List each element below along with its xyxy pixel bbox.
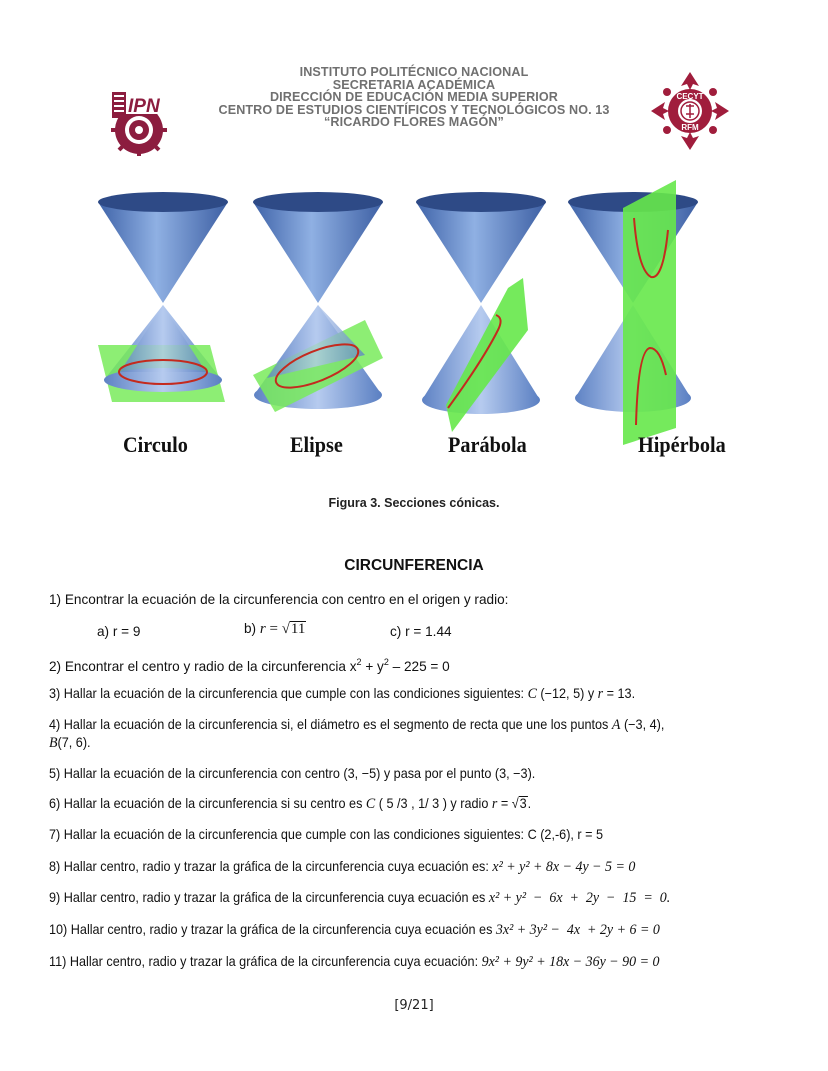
equation-11: 9x² + 9y² + 18x − 36y − 90 = 0 — [481, 954, 660, 970]
svg-text:CECYT: CECYT — [676, 92, 704, 101]
label-hiperbola: Hipérbola — [638, 432, 726, 457]
svg-text:RFM: RFM — [681, 123, 699, 132]
header-line-4: CENTRO DE ESTUDIOS CIENTÍFICOS Y TECNOLÓGICOS NO. 13 — [218, 102, 610, 117]
question-6: 6) Hallar la ecuación de la circunferencia si su centro es C ( 5 /3 , 1/ 3 ) y radio r = √3. — [49, 796, 532, 812]
question-7: 7) Hallar la ecuación de la circunferencia que cumple con las condiciones siguientes: C (2,-6), r = 5 — [49, 827, 604, 842]
question-3: 3) Hallar la ecuación de la circunferencia que cumple con las condiciones siguientes: C (−12, 5) y r = 13. — [49, 686, 636, 702]
question-4-continued: B(7, 6). — [49, 735, 91, 751]
question-9: 9) Hallar centro, radio y trazar la gráfica de la circunferencia cuya ecuación es x² + y² − 6x + 2y − 15 = 0. — [49, 890, 671, 906]
question-8: 8) Hallar centro, radio y trazar la gráfica de la circunferencia cuya ecuación es: x² + y² + 8x − 4y − 5 = 0 — [49, 859, 636, 875]
label-parabola: Parábola — [448, 432, 527, 457]
conic-sections-figure — [90, 180, 740, 488]
equation-9: x² + y² − 6x + 2y − 15 = 0. — [488, 890, 671, 906]
header-line-2: SECRETARIA ACADÉMICA — [332, 77, 496, 92]
header-line-1: INSTITUTO POLITÉCNICO NACIONAL — [299, 65, 529, 79]
parabola-section-cone — [416, 192, 546, 432]
cecyt-logo — [649, 70, 731, 152]
ellipse-section-cone — [253, 192, 383, 412]
section-title: CIRCUNFERENCIA — [344, 557, 484, 574]
figure-caption: Figura 3. Secciones cónicas. — [328, 496, 500, 510]
institution-header-text — [160, 66, 668, 129]
header-line-5: “RICARDO FLORES MAGÓN” — [324, 115, 504, 130]
question-10: 10) Hallar centro, radio y trazar la gráfica de la circunferencia cuya ecuación es 3x² + 3y² − 4x + 2y + 6 = 0 — [49, 922, 660, 938]
circle-section-cone — [98, 192, 228, 402]
question-1-option-a: a) r = 9 — [97, 624, 141, 639]
header-line-3: DIRECCIÓN DE EDUCACIÓN MEDIA SUPERIOR — [269, 90, 558, 105]
equation-10: 3x² + 3y² − 4x + 2y + 6 = 0 — [495, 922, 660, 938]
equation-8: x² + y² + 8x − 4y − 5 = 0 — [492, 859, 636, 875]
question-5: 5) Hallar la ecuación de la circunferencia con centro (3, −5) y pasa por el punto (3, −3). — [49, 766, 536, 781]
label-elipse: Elipse — [290, 432, 343, 457]
question-1-option-c: c) r = 1.44 — [390, 624, 452, 639]
svg-text:IPN: IPN — [128, 96, 160, 117]
question-4: 4) Hallar la ecuación de la circunferencia si, el diámetro es el segmento de recta que une los puntos A (−3, 4), — [49, 717, 665, 733]
question-2: 2) Encontrar el centro y radio de la circunferencia $x^2 + y^2 - 225 = 0$ — [49, 657, 450, 674]
hyperbola-section-cone — [568, 180, 698, 445]
question-11: 11) Hallar centro, radio y trazar la gráfica de la circunferencia cuya ecuación: 9x² + 9y² + 18x − 36y − 90 = 0 — [49, 954, 660, 970]
label-circulo: Circulo — [123, 432, 188, 457]
document-header — [0, 66, 828, 166]
question-1: 1) Encontrar la ecuación de la circunferencia con centro en el origen y radio: — [49, 592, 509, 607]
question-1-option-b: b) r = √11 — [244, 621, 306, 637]
page-number: [9/21] — [394, 998, 434, 1013]
